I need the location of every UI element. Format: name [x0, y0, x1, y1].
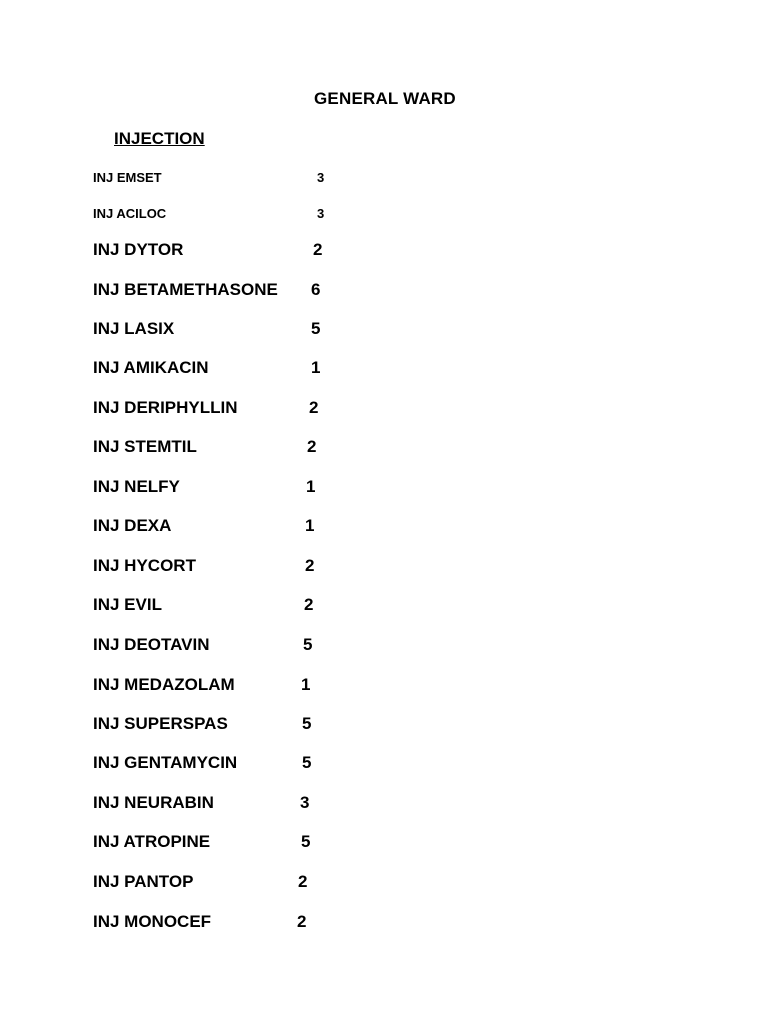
item-qty: 3: [317, 170, 325, 185]
item-name: INJ EMSET: [93, 170, 162, 185]
list-item: [93, 872, 393, 894]
list-item: [93, 595, 393, 617]
item-name: INJ HYCORT: [93, 556, 196, 575]
list-item: [93, 477, 393, 499]
list-item: [93, 319, 393, 341]
item-qty: 2: [297, 912, 307, 931]
item-name: INJ NEURABIN: [93, 793, 214, 812]
item-name: INJ NELFY: [93, 477, 180, 496]
item-name: INJ PANTOP: [93, 872, 194, 891]
item-name: INJ ATROPINE: [93, 832, 211, 851]
item-qty: 5: [302, 714, 312, 733]
item-qty: 2: [304, 595, 314, 614]
item-name: INJ MONOCEF: [93, 912, 212, 931]
item-qty: 5: [302, 753, 312, 772]
item-qty: 1: [305, 516, 315, 535]
list-item: [93, 714, 393, 736]
item-name: INJ AMIKACIN: [93, 358, 209, 377]
section-heading-injection: INJECTION: [114, 129, 205, 148]
item-qty: 5: [311, 319, 321, 338]
list-item: [93, 358, 393, 380]
page-title: GENERAL WARD: [314, 89, 456, 108]
list-item: [93, 675, 393, 697]
item-qty: 2: [307, 437, 317, 456]
item-qty: 2: [305, 556, 315, 575]
list-item: [93, 832, 393, 854]
item-qty: 2: [313, 240, 323, 259]
list-item: [93, 240, 393, 262]
item-name: INJ EVIL: [93, 595, 162, 614]
item-qty: 6: [311, 280, 321, 299]
item-qty: 5: [301, 832, 311, 851]
item-name: INJ BETAMETHASONE: [93, 280, 278, 299]
item-name: INJ MEDAZOLAM: [93, 675, 235, 694]
item-name: INJ SUPERSPAS: [93, 714, 228, 733]
list-item: [93, 170, 393, 192]
list-item: [93, 793, 393, 815]
item-name: INJ STEMTIL: [93, 437, 197, 456]
item-qty: 1: [301, 675, 311, 694]
item-name: INJ DYTOR: [93, 240, 184, 259]
item-qty: 1: [311, 358, 321, 377]
item-name: INJ LASIX: [93, 319, 175, 338]
list-item: [93, 556, 393, 578]
list-item: [93, 437, 393, 459]
item-name: INJ GENTAMYCIN: [93, 753, 238, 772]
item-name: INJ DERIPHYLLIN: [93, 398, 238, 417]
item-name: INJ DEXA: [93, 516, 172, 535]
list-item: [93, 398, 393, 420]
item-name: INJ ACILOC: [93, 206, 167, 221]
list-item: [93, 280, 393, 302]
item-qty: 2: [309, 398, 319, 417]
item-qty: 1: [306, 477, 316, 496]
list-item: [93, 912, 393, 934]
item-qty: 3: [300, 793, 310, 812]
item-qty: 5: [303, 635, 313, 654]
item-qty: 2: [298, 872, 308, 891]
item-name: INJ DEOTAVIN: [93, 635, 210, 654]
list-item: [93, 753, 393, 775]
item-qty: 3: [317, 206, 325, 221]
list-item: [93, 206, 393, 228]
list-item: [93, 635, 393, 657]
list-item: [93, 516, 393, 538]
